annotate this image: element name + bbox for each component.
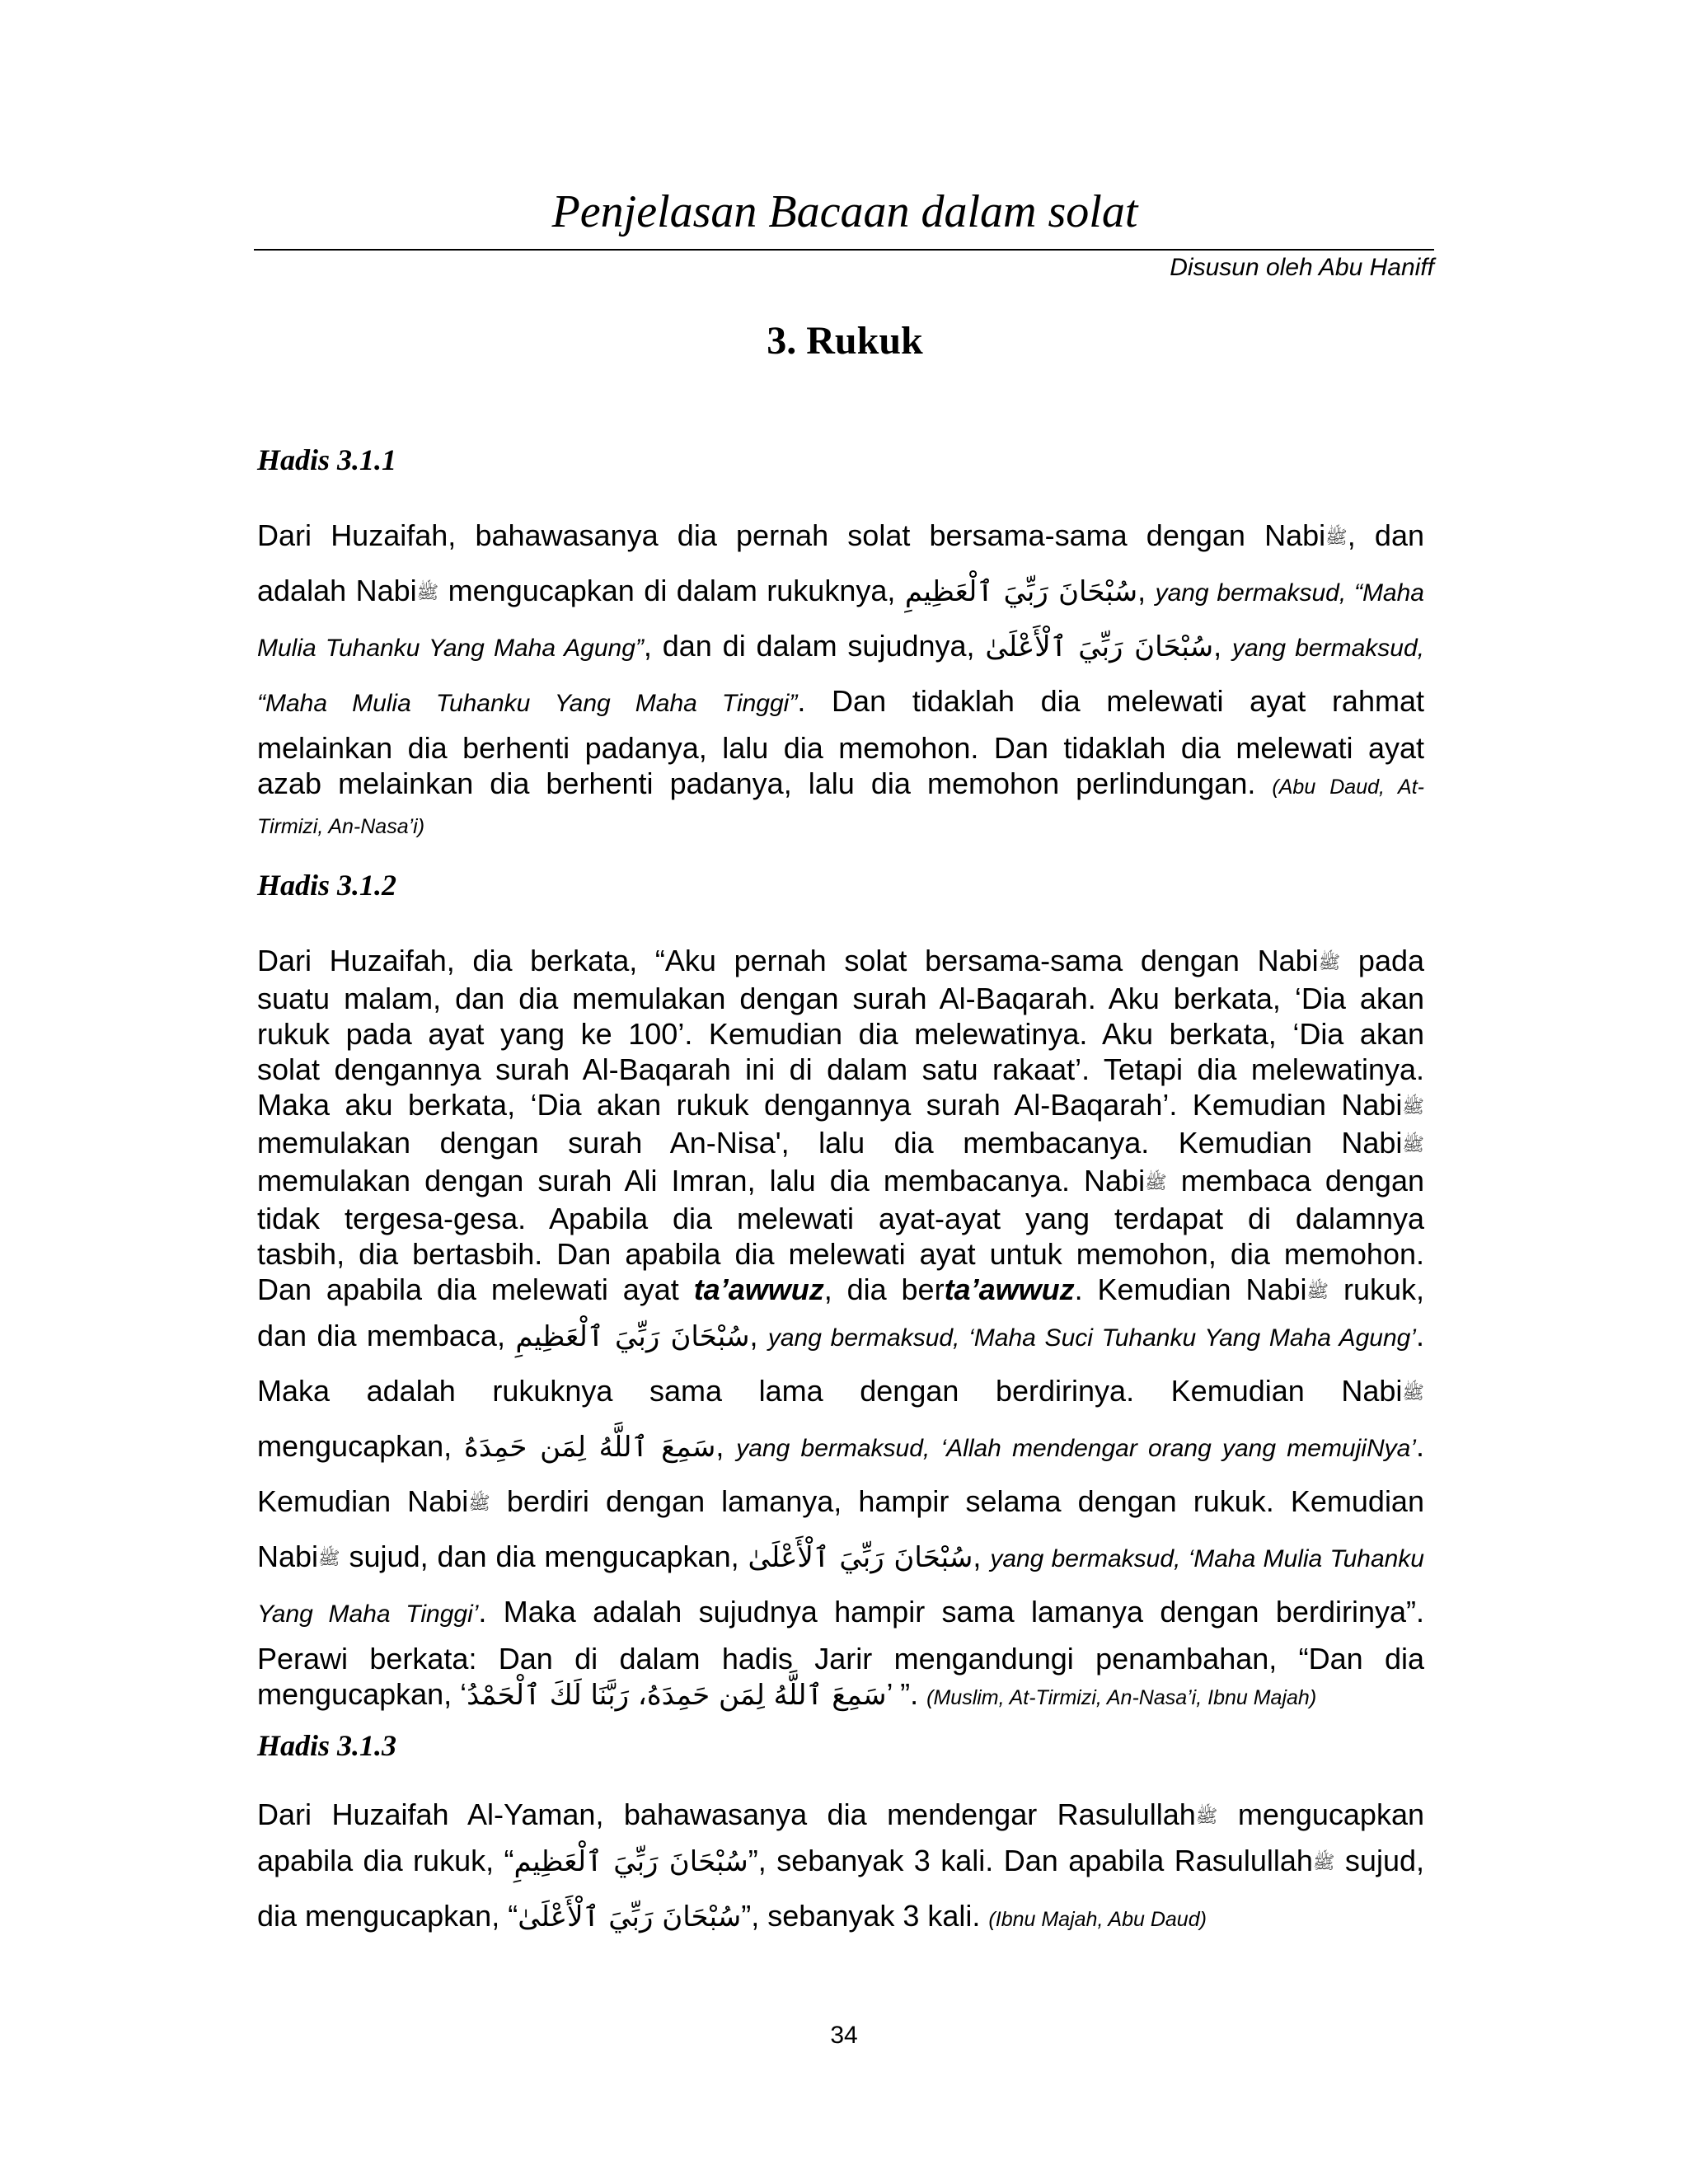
saw-honorific-icon: ﷺ xyxy=(416,583,439,603)
text-line: solat dengannya surah Al-Baqarah ini di dalam satu rakaat’. Tetapi dia melewatinya. xyxy=(257,1052,1424,1086)
arabic-text: سُبْحَانَ رَبِّيَ ٱلْأَعْلَىٰ xyxy=(748,1541,973,1574)
byline: Disusun oleh Abu Haniff xyxy=(1170,254,1434,281)
text-line: Dari Huzaifah Al-Yaman, bahawasanya dia mendengar Rasulullahﷺ mengucapkan xyxy=(257,1797,1424,1831)
arabic-text: سُبْحَانَ رَبِّيَ ٱلْأَعْلَىٰ xyxy=(518,1900,742,1933)
text-line: memulakan dengan surah Ali Imran, lalu dia membacanya. Nabiﷺ membaca dengan xyxy=(257,1164,1424,1197)
text-line: azab melainkan dia berhenti padanya, lalu dia memohon perlindungan. (Abu Daud, At- xyxy=(257,766,1424,800)
text-line xyxy=(257,805,1424,845)
text-line: melainkan dia berhenti padanya, lalu dia memohon. Dan tidaklah dia melewati ayat xyxy=(257,731,1424,765)
hadis-label-3-1-1: Hadis 3.1.1 xyxy=(257,443,397,476)
meaning-text: yang bermaksud, ‘Maha Mulia Tuhanku xyxy=(990,1545,1424,1572)
saw-honorific-icon: ﷺ xyxy=(1325,527,1348,548)
page-number: 34 xyxy=(830,2022,858,2049)
meaning-text: yang bermaksud, ‘Allah mendengar orang yang memujiNya’ xyxy=(736,1435,1416,1462)
text-line: Mulia Tuhanku Yang Maha Agung”, dan di dalam sujudnya, سُبْحَانَ رَبِّيَ ٱلْأَعْلَىٰ, yang bermaksud, xyxy=(257,629,1424,663)
text-line: Maka adalah rukuknya sama lama dengan berdirinya. Kemudian Nabiﷺ xyxy=(257,1374,1424,1408)
arabic-text: سُبْحَانَ رَبِّيَ ٱلْعَظِيمِ xyxy=(513,1845,748,1878)
header-rule xyxy=(254,249,1434,251)
arabic-text: سُبْحَانَ رَبِّيَ ٱلْأَعْلَىٰ xyxy=(985,630,1214,663)
text-line: Dan apabila dia melewati ayat ta’awwuz, dia berta’awwuz. Kemudian Nabiﷺ rukuk, xyxy=(257,1272,1425,1306)
text-line: mengucapkan, سَمِعَ ٱللَّهُ لِمَن حَمِدَهُ, yang bermaksud, ‘Allah mendengar orang yang memujiNya’. xyxy=(257,1429,1424,1464)
saw-honorific-icon: ﷺ xyxy=(468,1493,490,1514)
meaning-text: Yang Maha Tinggi’ xyxy=(257,1601,479,1628)
saw-honorific-icon: ﷺ xyxy=(1402,1097,1424,1118)
hadis-label-3-1-2: Hadis 3.1.2 xyxy=(257,869,397,902)
text-line: apabila dia rukuk, “سُبْحَانَ رَبِّيَ ٱلْعَظِيمِ”, sebanyak 3 kali. Dan apabila Rasulullahﷺ sujud, xyxy=(257,1844,1424,1878)
text-line: Dari Huzaifah, dia berkata, “Aku pernah solat bersama-sama dengan Nabiﷺ pada xyxy=(257,944,1425,977)
text-line: suatu malam, dan dia memulakan dengan surah Al-Baqarah. Aku berkata, ‘Dia akan xyxy=(257,982,1424,1015)
citation: Tirmizi, An-Nasa’i) xyxy=(257,815,425,838)
citation: (Muslim, At-Tirmizi, An-Nasa’i, Ibnu Majah) xyxy=(926,1686,1317,1709)
text-line: mengucapkan, ‘سَمِعَ ٱللَّهُ لِمَن حَمِدَهُ، رَبَّنَا لَكَ ٱلْحَمْدُ’ ”. (Muslim, At-Tirmizi, An-Nasa’i, Ibnu Majah) xyxy=(257,1677,1317,1712)
text-line: Maka aku berkata, ‘Dia akan rukuk dengannya surah Al-Baqarah’. Kemudian Nabiﷺ xyxy=(257,1088,1424,1122)
arabic-text: سَمِعَ ٱللَّهُ لِمَن حَمِدَهُ xyxy=(464,1431,716,1464)
hadis-text-3-1-3 xyxy=(257,1797,1424,1946)
text-line: Dari Huzaifah, bahawasanya dia pernah solat bersama-sama dengan Nabiﷺ, dan xyxy=(257,518,1424,552)
text-line: dia mengucapkan, “سُبْحَانَ رَبِّيَ ٱلْأَعْلَىٰ”, sebanyak 3 kali. (Ibnu Majah, Abu Daud) xyxy=(257,1899,1207,1933)
hadis-text-3-1-1 xyxy=(257,509,1424,845)
text-line: dan dia membaca, سُبْحَانَ رَبِّيَ ٱلْعَظِيمِ, yang bermaksud, ‘Maha Suci Tuhanku Yang Maha Agung’. xyxy=(257,1319,1424,1353)
text-line: Perawi berkata: Dan di dalam hadis Jarir mengandungi penambahan, “Dan dia xyxy=(257,1642,1424,1675)
text-line: adalah Nabiﷺ mengucapkan di dalam rukuknya, سُبْحَانَ رَبِّيَ ٱلْعَظِيمِ, yang bermaksud, “Maha xyxy=(257,574,1424,608)
meaning-text: yang bermaksud, xyxy=(1232,635,1424,662)
saw-honorific-icon: ﷺ xyxy=(1318,953,1341,973)
saw-honorific-icon: ﷺ xyxy=(1402,1135,1424,1155)
saw-honorific-icon: ﷺ xyxy=(318,1549,340,1569)
hadis-text-3-1-2 xyxy=(257,943,1424,1716)
citation: (Abu Daud, At- xyxy=(1272,776,1424,799)
text-line: Kemudian Nabiﷺ berdiri dengan lamanya, hampir selama dengan rukuk. Kemudian xyxy=(257,1484,1424,1518)
text-line: rukuk pada ayat yang ke 100’. Kemudian dia melewatinya. Aku berkata, ‘Dia akan xyxy=(257,1017,1424,1051)
text-line: memulakan dengan surah An-Nisa', lalu dia membacanya. Kemudian Nabiﷺ xyxy=(257,1126,1424,1160)
text-line: Yang Maha Tinggi’. Maka adalah sujudnya hampir sama lamanya dengan berdirinya”. xyxy=(257,1595,1424,1629)
citation: (Ibnu Majah, Abu Daud) xyxy=(988,1908,1207,1931)
saw-honorific-icon: ﷺ xyxy=(1402,1383,1424,1404)
text-line: “Maha Mulia Tuhanku Yang Maha Tinggi”. Dan tidaklah dia melewati ayat rahmat xyxy=(257,684,1424,718)
meaning-text: yang bermaksud, “Maha xyxy=(1155,579,1424,607)
term-ta-awwuz: ta’awwuz xyxy=(944,1272,1075,1306)
term-ta-awwuz: ta’awwuz xyxy=(693,1272,824,1306)
text-line: tidak tergesa-gesa. Apabila dia melewati ayat-ayat yang terdapat di dalamnya xyxy=(257,1202,1424,1235)
arabic-text: سَمِعَ ٱللَّهُ لِمَن حَمِدَهُ، رَبَّنَا لَكَ ٱلْحَمْدُ xyxy=(467,1679,887,1712)
hadis-label-3-1-3: Hadis 3.1.3 xyxy=(257,1729,397,1762)
meaning-text: yang bermaksud, ‘Maha Suci Tuhanku Yang Maha Agung’ xyxy=(767,1324,1416,1352)
text-line: Nabiﷺ sujud, dan dia mengucapkan, سُبْحَانَ رَبِّيَ ٱلْأَعْلَىٰ, yang bermaksud, ‘Maha Mulia Tuhanku xyxy=(257,1540,1424,1574)
saw-honorific-icon: ﷺ xyxy=(1312,1853,1335,1873)
meaning-text: “Maha Mulia Tuhanku Yang Maha Tinggi” xyxy=(257,690,798,717)
running-title: Penjelasan Bacaan dalam solat xyxy=(551,186,1138,237)
arabic-text: سُبْحَانَ رَبِّيَ ٱلْعَظِيمِ xyxy=(515,1320,750,1353)
chapter-title: 3. Rukuk xyxy=(767,319,923,363)
text-line: tasbih, dia bertasbih. Dan apabila dia melewati ayat untuk memohon, dia memohon. xyxy=(257,1237,1424,1271)
meaning-text: Mulia Tuhanku Yang Maha Agung” xyxy=(257,635,644,662)
saw-honorific-icon: ﷺ xyxy=(1195,1807,1218,1827)
saw-honorific-icon: ﷺ xyxy=(1145,1173,1167,1193)
arabic-text: سُبْحَانَ رَبِّيَ ٱلْعَظِيمِ xyxy=(904,575,1138,608)
saw-honorific-icon: ﷺ xyxy=(1306,1282,1329,1302)
